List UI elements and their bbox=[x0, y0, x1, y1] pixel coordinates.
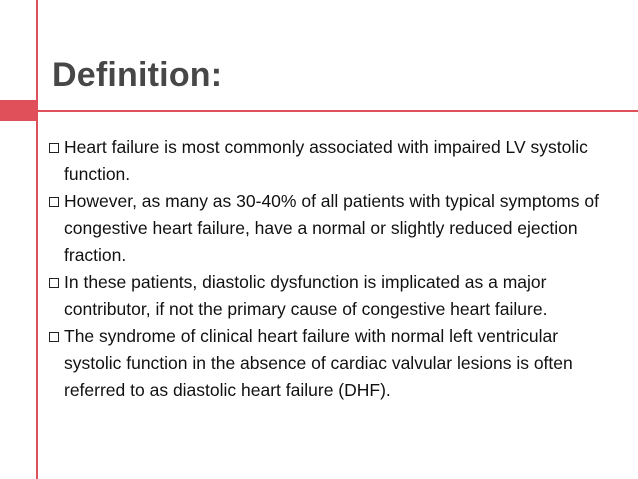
bullet-text: The syndrome of clinical heart failure with normal left ventricular systolic function in the absence of cardiac valvular lesions is often referred to as diastolic heart failure (DHF). bbox=[64, 326, 573, 400]
slide-title: Definition: bbox=[52, 56, 223, 94]
square-bullet-icon bbox=[49, 278, 59, 288]
square-bullet-icon bbox=[49, 197, 59, 207]
bullet-text: However, as many as 30-40% of all patients with typical symptoms of congestive heart failure, have a normal or slightly reduced ejection fraction. bbox=[64, 191, 599, 265]
bullet-list bbox=[48, 134, 620, 404]
bullet-text: Heart failure is most commonly associated with impaired LV systolic function. bbox=[64, 137, 588, 184]
bullet-item bbox=[48, 188, 620, 269]
bullet-item bbox=[48, 134, 620, 188]
bullet-item bbox=[48, 323, 620, 404]
bullet-text: In these patients, diastolic dysfunction is implicated as a major contributor, if not the primary cause of congestive heart failure. bbox=[64, 272, 548, 319]
title-underline-rule bbox=[37, 110, 638, 112]
square-bullet-icon bbox=[49, 332, 59, 342]
accent-vertical-line bbox=[36, 0, 38, 479]
bullet-item bbox=[48, 269, 620, 323]
accent-block bbox=[0, 100, 37, 121]
square-bullet-icon bbox=[49, 143, 59, 153]
